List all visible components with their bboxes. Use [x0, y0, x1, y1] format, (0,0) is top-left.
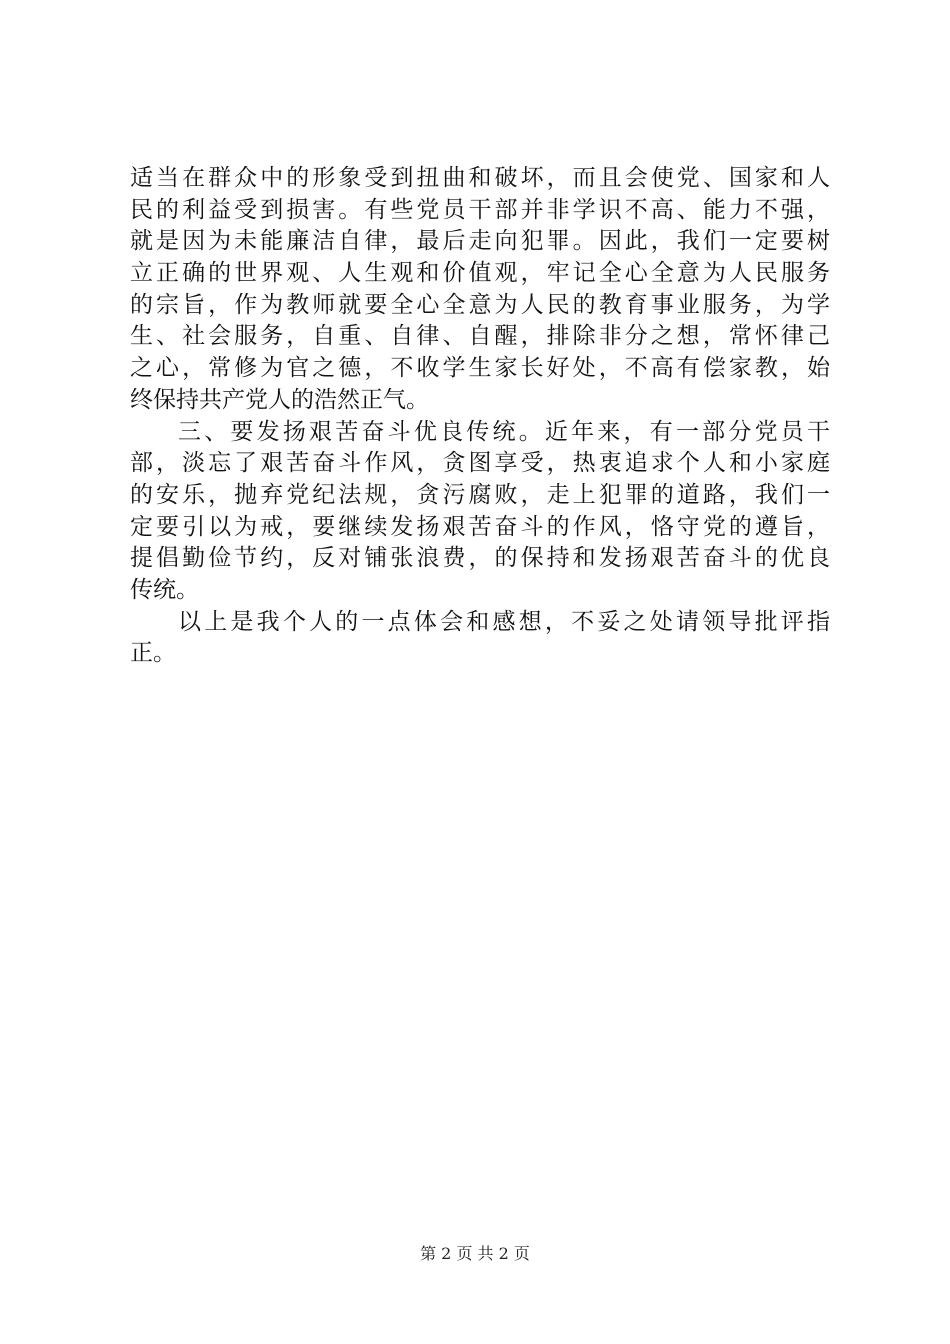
- text-line: 就是因为未能廉洁自律，最后走向犯罪。因此，我们一定要树: [130, 228, 830, 255]
- text-line: 正。: [130, 640, 176, 667]
- text-line: 终保持共产党人的浩然正气。: [130, 386, 429, 413]
- text-line: 生、社会服务，自重、自律、自醒，排除非分之想，常怀律己: [130, 323, 830, 350]
- text-line: 的安乐，抛弃党纪法规，贪污腐败，走上犯罪的道路，我们一: [130, 481, 830, 508]
- text-line: 定要引以为戒，要继续发扬艰苦奋斗的作风，恪守党的遵旨，: [130, 513, 830, 540]
- text-line: 之心，常修为官之德，不收学生家长好处，不高有偿家教，始: [130, 355, 830, 382]
- text-line: 立正确的世界观、人生观和价值观，牢记全心全意为人民服务: [130, 260, 830, 287]
- text-line: 三、要发扬艰苦奋斗优良传统。近年来，有一部分党员干: [178, 418, 830, 445]
- page-footer: 第 2 页 共 2 页: [420, 1244, 530, 1263]
- text-line: 适当在群众中的形象受到扭曲和破坏，而且会使党、国家和人: [130, 165, 830, 191]
- text-line: 部，淡忘了艰苦奋斗作风，贪图享受，热衷追求个人和小家庭: [130, 450, 830, 477]
- text-line: 传统。: [130, 576, 199, 603]
- text-line: 的宗旨，作为教师就要全心全意为人民的教育事业服务，为学: [130, 291, 830, 318]
- text-line: 以上是我个人的一点体会和感想，不妥之处请领导批评指: [178, 608, 830, 635]
- body-text: [130, 163, 830, 670]
- text-line: 民的利益受到损害。有些党员干部并非学识不高、能力不强，: [130, 196, 830, 223]
- text-line: 提倡勤俭节约，反对铺张浪费，的保持和发扬艰苦奋斗的优良: [130, 545, 830, 572]
